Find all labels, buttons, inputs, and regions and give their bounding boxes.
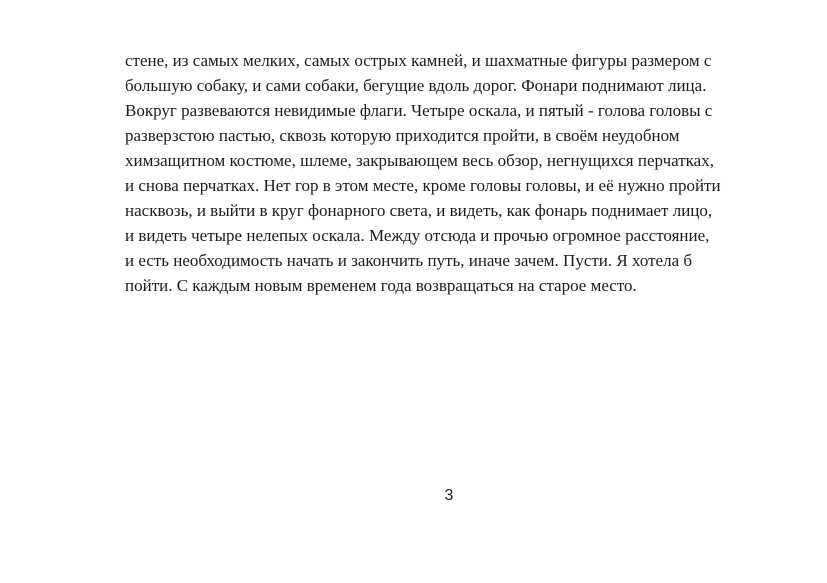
text-line: и видеть четыре нелепых оскала. Между отсюда и прочью огромное расстояние,	[125, 226, 710, 245]
page-number: 3	[444, 487, 454, 504]
text-line: большую собаку, и сами собаки, бегущие вдоль дорог. Фонари поднимают лица.	[125, 76, 707, 95]
text-line: стене, из самых мелких, самых острых камней, и шахматные фигуры размером с	[125, 51, 712, 70]
text-line: и есть необходимость начать и закончить путь, иначе зачем. Пусти. Я хотела б	[125, 251, 693, 270]
text-line: разверзстою пастью, сквозь которую приходится пройти, в своём неудобном	[125, 126, 680, 145]
text-line: и снова перчатках. Нет гор в этом месте, кроме головы головы, и её нужно пройти	[125, 176, 721, 195]
text-line: химзащитном костюме, шлеме, закрывающем весь обзор, негнущихся перчатках,	[125, 151, 714, 170]
text-line: насквозь, и выйти в круг фонарного света, и видеть, как фонарь поднимает лицо,	[125, 201, 713, 220]
text-line: Вокруг развеваются невидимые флаги. Четыре оскала, и пятый - голова головы с	[125, 101, 713, 120]
text-line-last: пойти. С каждым новым временем года возвращаться на старое место.	[125, 276, 637, 295]
paragraph	[125, 48, 773, 298]
